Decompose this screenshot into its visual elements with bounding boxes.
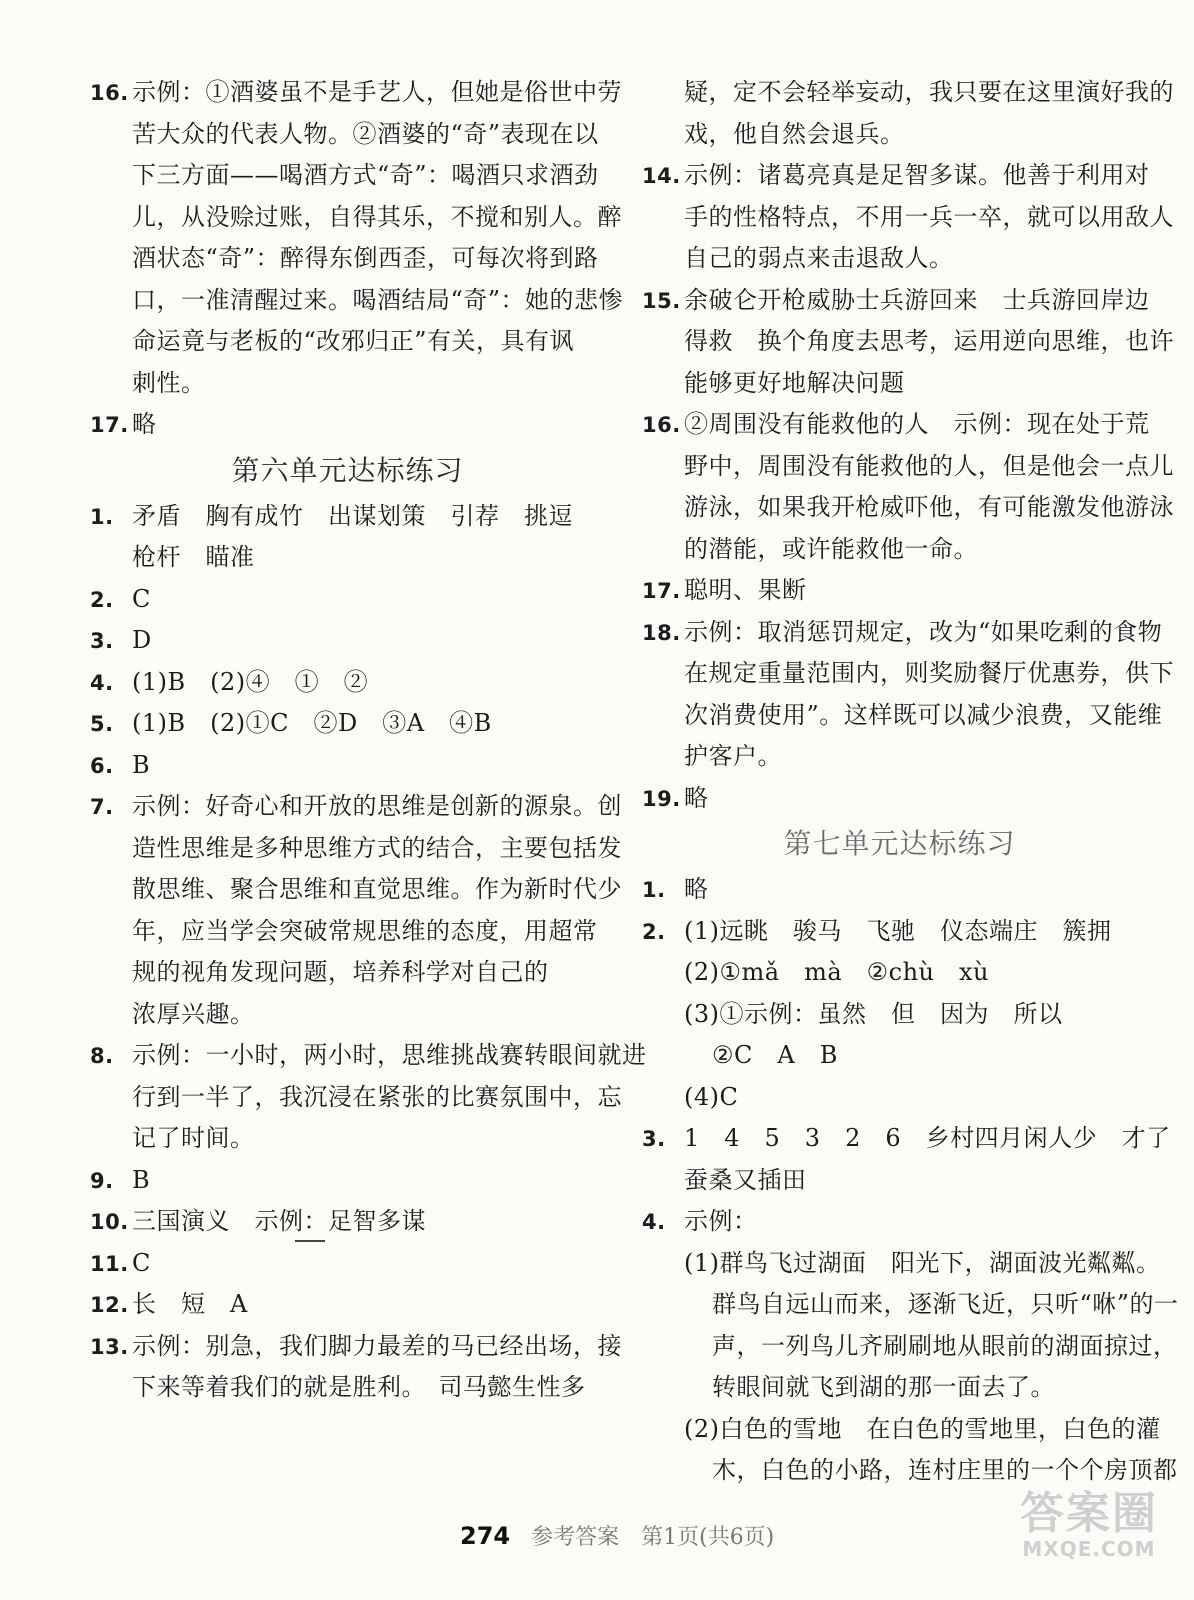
answer-text: 示例：诸葛亮真是足智多谋。他善于利用对 — [684, 161, 1150, 189]
answer-text: 散思维、聚合思维和直觉思维。作为新时代少 — [132, 875, 622, 903]
watermark-logo — [1014, 1490, 1164, 1580]
answer-line — [642, 238, 1157, 280]
answer-text: 矛盾 胸有成竹 出谋划策 引荐 挑逗 — [132, 501, 573, 530]
answer-line — [90, 869, 622, 911]
question-number: 17. — [642, 579, 681, 603]
answer-line — [642, 1118, 1171, 1160]
answer-text: 示例：一小时，两小时，思维挑战赛转眼间就进 — [132, 1041, 647, 1069]
pen-stroke — [295, 1240, 325, 1242]
answer-text: D — [132, 626, 152, 654]
answer-line — [90, 786, 622, 828]
answer-line — [90, 114, 605, 156]
answer-line — [642, 487, 1174, 529]
question-number: 2. — [90, 587, 114, 612]
question-number: 13. — [90, 1334, 129, 1359]
answer-text: 转眼间就飞到湖的那一面去了。 — [712, 1373, 1055, 1401]
answer-line — [90, 1035, 647, 1077]
answer-line — [642, 695, 1163, 737]
answer-line — [642, 280, 1157, 322]
answer-text: B — [132, 750, 151, 779]
answer-line — [90, 1284, 605, 1326]
answer-text: 示例：别急，我们脚力最差的马已经出场，接 — [132, 1331, 622, 1360]
answer-text: (3)①示例：虽然 但 因为 所以 — [684, 999, 1063, 1028]
answer-text: 口，一准清醒过来。喝酒结局“奇”：她的悲惨 — [132, 285, 624, 314]
question-number: 1. — [642, 878, 666, 902]
watermark-top: 答案圈 — [1020, 1488, 1158, 1539]
answer-line — [642, 321, 1174, 363]
answer-line — [90, 1326, 622, 1368]
answer-text: 次消费使用”。这样既可以减少浪费，又能维 — [684, 700, 1163, 729]
answer-text: 戏，他自然会退兵。 — [684, 119, 905, 148]
answer-text: 群鸟自远山而来，逐渐飞近，只听“咻”的一 — [712, 1290, 1179, 1318]
answer-text: 的潜能，或许能救他一命。 — [684, 534, 978, 563]
answer-line — [90, 363, 605, 405]
answer-text: ②周围没有能救他的人 示例：现在处于荒 — [684, 410, 1150, 438]
question-number: 18. — [642, 620, 681, 645]
answer-line — [90, 197, 622, 239]
answer-text: 略 — [684, 875, 709, 903]
answer-line — [90, 745, 605, 787]
answer-text: ②C A B — [712, 1041, 838, 1069]
question-number: 10. — [90, 1210, 129, 1234]
answer-line — [90, 911, 605, 953]
answer-line — [642, 869, 1157, 911]
answer-line — [90, 1118, 605, 1160]
question-number: 12. — [90, 1293, 129, 1317]
answer-text: 护客户。 — [684, 742, 782, 770]
question-number: 2. — [642, 919, 666, 944]
answer-text: 蚕桑又插田 — [684, 1165, 807, 1194]
answer-line — [642, 363, 1157, 405]
answer-text: 野中，周围没有能救他的人，但是他会一点儿 — [684, 451, 1174, 480]
answer-line — [90, 155, 605, 197]
answer-text: 刺性。 — [132, 368, 206, 397]
question-number: 5. — [90, 712, 114, 736]
right-column — [642, 72, 1179, 1492]
answer-text: (2)白色的雪地 在白色的雪地里，白色的灌 — [684, 1414, 1161, 1443]
answer-text: 自己的弱点来击退敌人。 — [684, 244, 954, 272]
question-number: 3. — [642, 1127, 666, 1151]
answer-line — [642, 653, 1174, 695]
answer-text: 在规定重量范围内，则奖励餐厅优惠券，供下 — [684, 659, 1174, 687]
answer-line — [90, 404, 605, 446]
answer-text: 手的性格特点，不用一兵一卒，就可以用敌人 — [684, 202, 1174, 231]
answer-text: (1)远眺 骏马 飞驰 仪态端庄 簇拥 — [684, 916, 1112, 945]
answer-line — [642, 570, 1157, 612]
section-heading: 第七单元达标练习 — [783, 827, 1016, 860]
answer-line — [642, 778, 1157, 820]
answer-line — [642, 612, 1163, 654]
answer-line — [90, 1243, 605, 1285]
answer-line — [642, 72, 1174, 114]
answer-text: 规的视角发现问题，培养科学对自己的 — [132, 958, 549, 986]
answer-text: 余破仑开枪威胁士兵游回来 士兵游回岸边 — [684, 285, 1150, 314]
answer-text: 示例：好奇心和开放的思维是创新的源泉。创 — [132, 792, 622, 820]
answer-text: 声，一列鸟儿齐刷刷地从眼前的湖面掠过， — [712, 1331, 1178, 1360]
answer-text: C — [132, 1248, 151, 1277]
answer-line — [642, 994, 1157, 1036]
answer-text: 浓厚兴趣。 — [132, 999, 255, 1028]
page-footer — [460, 1520, 774, 1551]
answer-text: 1 4 5 3 2 6 乡村四月闲人少 才了 — [684, 1124, 1171, 1152]
answer-text: 示例：①酒婆虽不是手艺人，但她是俗世中劳 — [132, 78, 622, 106]
answer-line — [90, 321, 605, 363]
answer-text: 长 短 A — [132, 1290, 248, 1318]
answer-text: 略 — [684, 783, 709, 812]
answer-line — [90, 994, 605, 1036]
answer-line — [642, 736, 1157, 778]
answer-text: 略 — [132, 410, 157, 438]
question-number: 17. — [90, 413, 129, 437]
answer-line — [642, 446, 1174, 488]
left-column — [90, 72, 647, 1409]
answer-line — [90, 1367, 605, 1409]
answer-text: 得救 换个角度去思考，运用逆向思维，也许 — [684, 327, 1174, 355]
question-number: 7. — [90, 795, 114, 819]
answer-line — [90, 662, 605, 704]
answer-line — [90, 238, 605, 280]
answer-line — [642, 114, 1157, 156]
answer-line — [642, 1035, 1157, 1077]
answer-text: (1)B (2)④ ① ② — [132, 667, 369, 696]
question-number: 9. — [90, 1168, 114, 1193]
answer-text: (2)①mǎ mà ②chù xù — [684, 958, 990, 986]
question-number: 15. — [642, 288, 681, 313]
answer-line — [642, 1409, 1161, 1451]
answer-text: 下三方面——喝酒方式“奇”：喝酒只求酒劲 — [132, 161, 599, 189]
question-number: 16. — [90, 81, 129, 105]
footer-note: 参考答案 第1页(共6页) — [531, 1525, 775, 1550]
question-number: 4. — [90, 670, 114, 695]
answer-line — [642, 1367, 1157, 1409]
page-number: 274 — [460, 1522, 511, 1550]
answer-text: 苦大众的代表人物。②酒婆的“奇”表现在以 — [132, 119, 599, 148]
answer-line — [642, 1450, 1178, 1492]
watermark-bottom: MXQE.COM — [1022, 1537, 1156, 1562]
answer-text: 示例： — [684, 1207, 758, 1235]
answer-text: B — [132, 1165, 151, 1194]
answer-line — [642, 1243, 1161, 1285]
answer-text: 记了时间。 — [132, 1124, 255, 1152]
answer-line — [90, 579, 605, 621]
answer-line — [642, 197, 1174, 239]
answer-text: 三国演义 示例：足智多谋 — [132, 1207, 426, 1235]
answer-text: C — [132, 584, 151, 613]
answer-line — [90, 1201, 605, 1243]
answer-text: 行到一半了，我沉浸在紧张的比赛氛围中，忘 — [132, 1082, 622, 1111]
answer-text: 造性思维是多种思维方式的结合，主要包括发 — [132, 833, 622, 862]
answer-text: 游泳，如果我开枪威吓他，有可能激发他游泳 — [684, 493, 1174, 521]
answer-line — [642, 1284, 1179, 1326]
answer-line — [90, 1077, 622, 1119]
answer-line — [90, 1160, 605, 1202]
answer-text: 酒状态“奇”：醉得东倒西歪，可每次将到路 — [132, 244, 599, 272]
answer-line — [642, 1326, 1178, 1368]
answer-text: 下来等着我们的就是胜利。 司马懿生性多 — [132, 1373, 586, 1401]
question-number: 3. — [90, 629, 114, 653]
answer-text: 命运竟与老板的“改邪归正”有关，具有讽 — [132, 327, 575, 355]
answer-text: 枪杆 瞄准 — [132, 543, 255, 571]
question-number: 1. — [90, 504, 114, 529]
answer-text: 年，应当学会突破常规思维的态度，用超常 — [132, 916, 598, 945]
answer-line — [642, 952, 1157, 994]
answer-line — [90, 280, 624, 322]
answer-line — [90, 828, 622, 870]
answer-line — [90, 496, 605, 538]
answer-line — [90, 703, 605, 745]
answer-text: 儿，从没赊过账，自得其乐，不搅和别人。醉 — [132, 202, 622, 231]
answer-line — [642, 155, 1157, 197]
answer-text: (1)B (2)①C ②D ③A ④B — [132, 709, 492, 737]
question-number: 14. — [642, 164, 681, 188]
section-heading: 第六单元达标练习 — [231, 453, 464, 487]
answer-text: 聪明、果断 — [684, 576, 807, 604]
question-number: 16. — [642, 413, 681, 437]
answer-text: 示例：取消惩罚规定，改为“如果吃剩的食物 — [684, 617, 1163, 646]
answer-text: 能够更好地解决问题 — [684, 368, 905, 397]
question-number: 11. — [90, 1251, 129, 1276]
answer-text: (4)C — [684, 1082, 739, 1111]
answer-line — [642, 1160, 1157, 1202]
answer-line — [642, 529, 1157, 571]
question-number: 4. — [642, 1210, 666, 1234]
answer-line — [90, 952, 605, 994]
answer-line — [642, 1201, 1157, 1243]
answer-line — [642, 911, 1157, 953]
answer-line — [642, 1077, 1157, 1119]
answer-line — [642, 404, 1157, 446]
answer-text: (1)群鸟飞过湖面 阳光下，湖面波光粼粼。 — [684, 1248, 1161, 1277]
answer-text: 木，白色的小路，连村庄里的一个个房顶都 — [712, 1456, 1178, 1484]
question-number: 8. — [90, 1044, 114, 1068]
answer-text: 疑，定不会轻举妄动，我只要在这里演好我的 — [684, 78, 1174, 106]
answer-line — [90, 620, 605, 662]
answer-line — [90, 72, 622, 114]
question-number: 19. — [642, 786, 681, 811]
question-number: 6. — [90, 753, 114, 778]
answer-line — [90, 537, 605, 579]
